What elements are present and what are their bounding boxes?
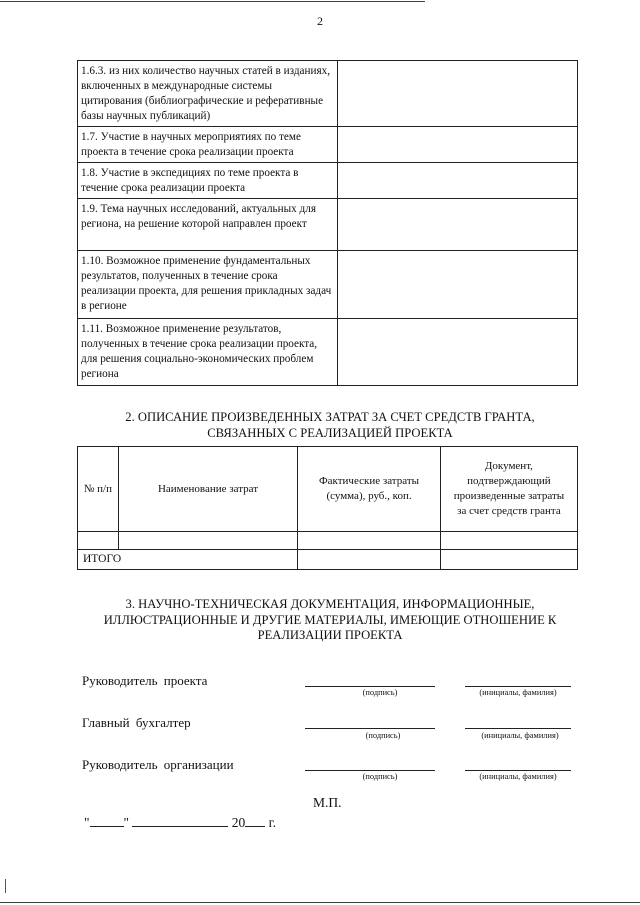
signature-caption: (подпись)	[362, 772, 398, 781]
section3-heading-line: 3. НАУЧНО-ТЕХНИЧЕСКАЯ ДОКУМЕНТАЦИЯ, ИНФОРМАЦИОННЫЕ,	[125, 597, 535, 611]
section2-heading-line: СВЯЗАННЫХ С РЕАЛИЗАЦИЕЙ ПРОЕКТА	[207, 425, 453, 440]
page-number: 2	[317, 14, 323, 28]
table-row	[78, 319, 578, 386]
row-label: 1.11. Возможное применение результатов, полученных в течение срока реализации проекта, для решения социально-экономических проблем региона	[78, 319, 338, 386]
scan-edge-mark	[5, 879, 6, 893]
cell-cost-name[interactable]	[118, 532, 297, 550]
signature-line[interactable]	[305, 686, 435, 687]
table-row	[78, 199, 578, 251]
name-line[interactable]	[465, 770, 571, 771]
date-year-field[interactable]	[245, 815, 265, 827]
stamp-place-label: М.П.	[313, 795, 342, 810]
date-open-quote: "	[84, 815, 90, 830]
row-value-cell[interactable]	[338, 319, 578, 386]
name-caption: (инициалы, фамилия)	[481, 731, 559, 740]
cell-number[interactable]	[78, 532, 119, 550]
total-row	[78, 550, 578, 570]
row-value-cell[interactable]	[338, 199, 578, 251]
costs-table	[77, 446, 578, 570]
table-row	[78, 61, 578, 127]
page-top-border	[0, 1, 425, 2]
signature-line[interactable]	[305, 728, 435, 729]
row-label: 1.9. Тема научных исследований, актуальных для региона, на решение которой направлен проект	[78, 199, 338, 251]
table-row	[78, 251, 578, 319]
row-value-cell[interactable]	[338, 61, 578, 127]
col-header-actual-cost: Фактические затраты (сумма), руб., коп.	[298, 447, 441, 532]
section1-table	[77, 60, 578, 386]
signature-role-project-lead: Руководитель проекта	[82, 673, 208, 688]
row-value-cell[interactable]	[338, 127, 578, 163]
cell-actual-cost[interactable]	[298, 532, 441, 550]
row-label: 1.8. Участие в экспедициях по теме проекта в течение срока реализации проекта	[78, 163, 338, 199]
col-header-document: Документ, подтверждающий произведенные затраты за счет средств гранта	[440, 447, 577, 532]
row-label: 1.10. Возможное применение фундаментальных результатов, полученных в течение срока реализации проекта, для решения прикладных задач в регионе	[78, 251, 338, 319]
section2-heading-line: 2. ОПИСАНИЕ ПРОИЗВЕДЕННЫХ ЗАТРАТ ЗА СЧЕТ СРЕДСТВ ГРАНТА,	[125, 410, 535, 424]
date-year-prefix: 20	[231, 815, 246, 830]
row-value-cell[interactable]	[338, 251, 578, 319]
name-line[interactable]	[465, 686, 571, 687]
row-label: 1.6.3. из них количество научных статей в изданиях, включенных в международные системы цитирования (библиографические и реферативные базы научных публикаций)	[78, 61, 338, 127]
date-year-suffix: г.	[268, 815, 277, 830]
date-close-quote: "	[123, 815, 130, 830]
signature-line[interactable]	[305, 770, 435, 771]
signature-caption: (подпись)	[365, 731, 401, 740]
row-label: 1.7. Участие в научных мероприятиях по теме проекта в течение срока реализации проекта	[78, 127, 338, 163]
col-header-cost-name: Наименование затрат	[118, 447, 297, 532]
date-day-field[interactable]	[90, 815, 124, 827]
table-row	[78, 532, 578, 550]
name-line[interactable]	[465, 728, 571, 729]
date-month-field[interactable]	[132, 815, 228, 827]
section3-heading-line: РЕАЛИЗАЦИИ ПРОЕКТА	[257, 628, 403, 642]
page-bottom-border	[0, 902, 640, 903]
date-line	[84, 815, 276, 831]
cell-total-document[interactable]	[440, 550, 577, 570]
section3-heading	[80, 597, 580, 644]
table-header-row	[78, 447, 578, 532]
name-caption: (инициалы, фамилия)	[479, 688, 557, 697]
name-caption: (инициалы, фамилия)	[479, 772, 557, 781]
signature-role-chief-accountant: Главный бухгалтер	[82, 715, 191, 730]
cell-total-cost[interactable]	[298, 550, 441, 570]
signature-role-org-head: Руководитель организации	[82, 757, 234, 772]
cell-document[interactable]	[440, 532, 577, 550]
row-value-cell[interactable]	[338, 163, 578, 199]
section2-heading	[80, 410, 580, 441]
col-header-number: № п/п	[78, 447, 119, 532]
section3-heading-line: ИЛЛЮСТРАЦИОННЫЕ И ДРУГИЕ МАТЕРИАЛЫ, ИМЕЮЩИЕ ОТНОШЕНИЕ К	[103, 612, 557, 627]
total-label: ИТОГО	[78, 550, 298, 570]
signature-caption: (подпись)	[362, 688, 398, 697]
table-row	[78, 163, 578, 199]
table-row	[78, 127, 578, 163]
